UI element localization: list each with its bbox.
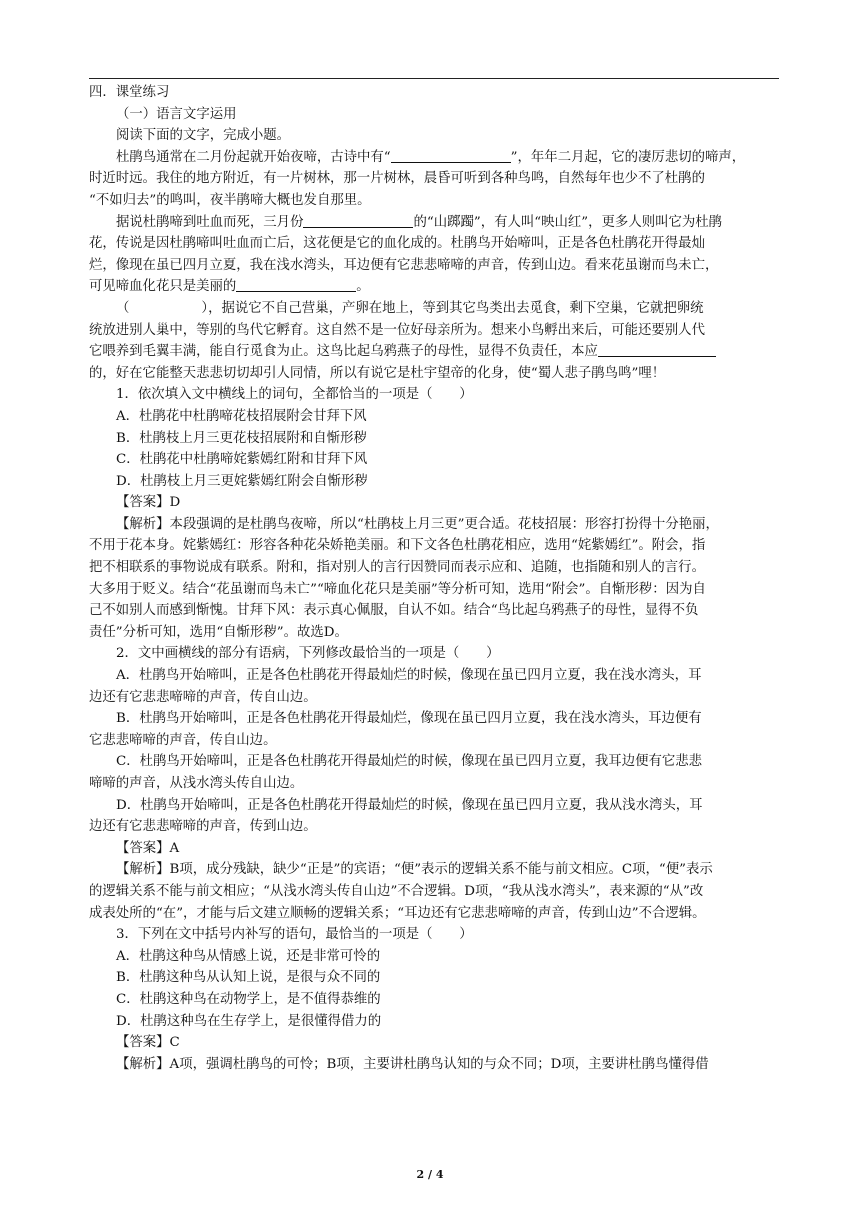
passage-line: 它喂养到毛翼丰满，能自行觅食为止。这鸟比起乌鸦燕子的母性，显得不负责任，本应 [89, 341, 777, 363]
q2-option-c: 啼啼的声音，从浅水湾头传自山边。 [89, 776, 304, 791]
q2-option-d: 边还有它悲悲啼啼的声音，传到山边。 [89, 819, 317, 835]
q2-answer: 【答案】A [116, 840, 180, 856]
q1-option-d: D．杜鹃枝上月三更姹紫嫣红附会自惭形秽 [116, 473, 368, 489]
passage-line: 的，好在它能整天悲悲切切却引人同情，所以有说它是杜宇望帝的化身，使“蜀人悲子鹃鸟鸣”哩！ [89, 365, 666, 381]
q2-analysis: 【解析】B项，成分残缺，缺少“正是”的宾语；“便”表示的逻辑关系不能与前文相应。C项，“便”表示 [116, 862, 713, 878]
q1-option-a: A．杜鹃花中杜鹃啼花枝招展附会甘拜下风 [116, 408, 367, 424]
q3-option-c: C．杜鹃这种鸟在动物学上，是不值得恭维的 [116, 991, 381, 1007]
q2-analysis: 的逻辑关系不能与前文相应；“从浅水湾头传自山边”不合逻辑。D项，“我从浅水湾头”，表来源的“从”改 [89, 883, 704, 899]
q1-analysis: 把不相联系的事物说成有联系。附和，指对别人的言行因赞同而表示应和、追随，也指随和别人的言行。 [89, 560, 705, 576]
q2-option-d: D．杜鹃鸟开始啼叫，正是各色杜鹃花开得最灿烂的时候，像现在虽已四月立夏，我从浅水湾头，耳 [116, 797, 703, 813]
q3-answer: 【答案】C [116, 1035, 180, 1051]
q3-option-a: A．杜鹃这种鸟从情感上说，还是非常可怜的 [116, 948, 381, 964]
passage-line: （ ），据说它不自己营巢，产卵在地上，等到其它鸟类出去觅食，剩下空巢，它就把卵统 [116, 300, 704, 316]
passage-line: “不如归去”的鸣叫，夜半鹃啼大概也发自那里。 [89, 192, 371, 208]
q1-option-c: C．杜鹃花中杜鹃啼姹紫嫣红附和甘拜下风 [116, 452, 368, 468]
q2-option-c: C．杜鹃鸟开始啼叫，正是各色杜鹃花开得最灿烂的时候，像现在虽已四月立夏，我耳边便有它悲悲 [116, 754, 703, 770]
q3-option-b: B．杜鹃这种鸟从认知上说，是很与众不同的 [116, 970, 381, 986]
passage-line: 杜鹃鸟通常在二月份起就开始夜啼，古诗中有“ ”，年年二月起，它的凄厉悲切的啼声， [116, 149, 746, 165]
q1-answer: 【答案】D [116, 495, 181, 511]
q1-analysis: 大多用于贬义。结合“花虽谢而鸟未亡”“啼血化花只是美丽”等分析可知，选用“附会”。自惭形秽：因为自 [89, 581, 706, 597]
answer-blank [236, 277, 356, 292]
header-rule [89, 78, 779, 79]
q2-option-a: A．杜鹃鸟开始啼叫，正是各色杜鹃花开得最灿烂的时候，像现在虽已四月立夏，我在浅水湾头，耳 [116, 668, 702, 684]
q2-option-b: B．杜鹃鸟开始啼叫，正是各色杜鹃花开得最灿烂，像现在虽已四月立夏，我在浅水湾头，耳边便有 [116, 711, 702, 727]
q1-analysis: 【解析】本段强调的是杜鹃鸟夜啼，所以“杜鹃枝上月三更”更合适。花枝招展：形容打扮得十分艳丽， [116, 516, 719, 532]
q2-option-a: 边还有它悲悲啼啼的声音，传自山边。 [89, 689, 317, 705]
question-2-stem: 2．文中画横线的部分有语病，下列修改最恰当的一项是（ ） [116, 646, 500, 662]
instruction: 阅读下面的文字，完成小题。 [116, 128, 291, 144]
passage-line: 时近时远。我住的地方附近，有一片树林，那一片树林，晨昏可听到各种鸟鸣，自然每年也少不了杜鹃的 [89, 171, 705, 187]
q1-analysis: 不用于花本身。姹紫嫣红：形容各种花朵娇艳美丽。和下文各色杜鹃花相应，选用“姹紫嫣红”。附会，指 [89, 538, 706, 554]
answer-blank [391, 148, 511, 163]
q2-analysis: 成表处所的“在”，才能与后文建立顺畅的逻辑关系；“耳边还有它悲悲啼啼的声音，传到山边”不合逻辑。 [89, 905, 706, 921]
passage-line: 据说杜鹃啼到吐血而死，三月份 的“山踯躅”，有人叫“映山红”，更多人则叫它为杜鹃 [116, 214, 723, 230]
passage-line: 可见啼血化花只是美丽的 。 [89, 279, 370, 295]
q1-option-b: B．杜鹃枝上月三更花枝招展附和自惭形秽 [116, 430, 367, 446]
answer-blank [303, 213, 413, 228]
page-number: 2 / 4 [416, 1168, 444, 1181]
passage-line: 统放进别人巢中，等别的鸟代它孵育。这自然不是一位好母亲所为。想来小鸟孵出来后，可能还要别人代 [89, 322, 705, 338]
q1-analysis: 己不如别人而感到惭愧。甘拜下风：表示真心佩服，自认不如。结合“鸟比起乌鸦燕子的母性，显得不负 [89, 603, 699, 619]
passage-line: 烂，像现在虽已四月立夏，我在浅水湾头，耳边便有它悲悲啼啼的声音，传到山边。看来花虽谢而鸟未亡， [89, 257, 719, 273]
passage-line: 花，传说是因杜鹃啼叫吐血而亡后，这花便是它的血化成的。杜鹃鸟开始啼叫，正是各色杜鹃花开得最灿 [89, 236, 705, 252]
answer-blank [598, 342, 716, 357]
q1-analysis: 责任”分析可知，选用“自惭形秽”。故选D。 [89, 624, 348, 640]
question-3-stem: 3．下列在文中括号内补写的语句，最恰当的一项是（ ） [116, 927, 473, 943]
document-body [89, 82, 777, 1075]
q3-analysis: 【解析】A项，强调杜鹃鸟的可怜；B项，主要讲杜鹃鸟认知的与众不同；D项，主要讲杜鹃鸟懂得借 [116, 1056, 709, 1072]
section-subtitle: （一）语言文字运用 [116, 106, 237, 122]
q2-option-b: 它悲悲啼啼的声音，传自山边。 [89, 732, 277, 748]
section-title: 四．课堂练习 [89, 85, 170, 100]
q3-option-d: D．杜鹃这种鸟在生存学上，是很懂得借力的 [116, 1013, 382, 1029]
question-1-stem: 1．依次填入文中横线上的词句，全都恰当的一项是（ ） [116, 387, 473, 403]
